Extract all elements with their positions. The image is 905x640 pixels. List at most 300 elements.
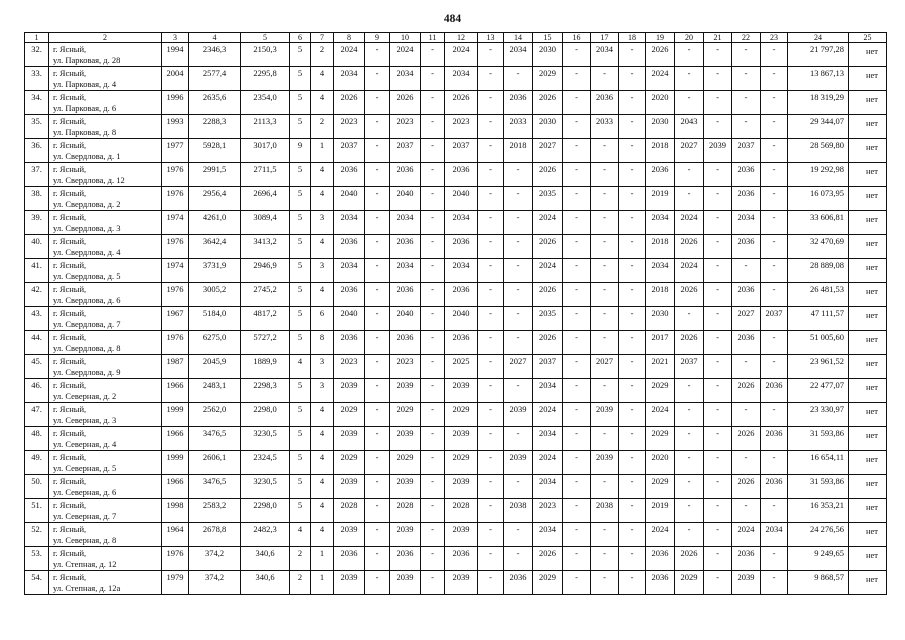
cell-col-17: 2027: [591, 355, 619, 379]
cell-col-20: -: [675, 91, 704, 115]
table-row: [25, 235, 887, 259]
cell-col-23: -: [761, 139, 788, 163]
cell-col-16: -: [563, 355, 591, 379]
address-cell: [49, 163, 162, 187]
cell-col-19: 2036: [646, 571, 675, 595]
header-col-1: 1: [25, 33, 49, 43]
cell-col-13: -: [478, 307, 504, 331]
cell-col-25: нет: [849, 547, 887, 571]
address-line-1: г. Ясный,: [53, 188, 87, 198]
cell-col-7: 4: [311, 187, 334, 211]
cell-col-24: 13 867,13: [788, 67, 849, 91]
cell-col-10: 2026: [390, 91, 421, 115]
cell-col-5: 2696,4: [241, 187, 290, 211]
cell-col-4: 4261,0: [189, 211, 241, 235]
cell-col-5: 2482,3: [241, 523, 290, 547]
cell-col-24: 31 593,86: [788, 475, 849, 499]
cell-col-3: 1976: [162, 163, 189, 187]
header-col-19: 19: [646, 33, 675, 43]
cell-col-19: 2029: [646, 427, 675, 451]
cell-col-14: 2039: [504, 403, 533, 427]
cell-col-4: 2583,2: [189, 499, 241, 523]
cell-col-20: -: [675, 427, 704, 451]
cell-col-7: 4: [311, 403, 334, 427]
page-number: 484: [443, 13, 462, 25]
cell-col-13: -: [478, 235, 504, 259]
cell-col-16: -: [563, 259, 591, 283]
cell-col-12: 2039: [445, 571, 478, 595]
address-cell: [49, 331, 162, 355]
cell-col-23: -: [761, 331, 788, 355]
cell-col-22: 2026: [732, 379, 761, 403]
cell-col-12: 2039: [445, 379, 478, 403]
header-col-8: 8: [334, 33, 365, 43]
cell-col-23: -: [761, 259, 788, 283]
cell-col-8: 2029: [334, 403, 365, 427]
cell-col-21: -: [704, 235, 732, 259]
cell-col-20: -: [675, 499, 704, 523]
cell-col-7: 2: [311, 43, 334, 67]
cell-col-15: 2023: [533, 499, 563, 523]
address-line-1: г. Ясный,: [53, 92, 87, 102]
cell-col-15: 2034: [533, 427, 563, 451]
cell-col-15: 2027: [533, 139, 563, 163]
cell-col-17: -: [591, 67, 619, 91]
row-number-cell: 47.: [25, 403, 49, 427]
cell-col-11: -: [421, 499, 445, 523]
cell-col-6: 5: [290, 91, 311, 115]
cell-col-12: 2025: [445, 355, 478, 379]
cell-col-18: -: [619, 571, 646, 595]
address-line-1: г. Ясный,: [53, 428, 87, 438]
header-col-9: 9: [365, 33, 390, 43]
cell-col-25: нет: [849, 355, 887, 379]
cell-col-5: 1889,9: [241, 355, 290, 379]
cell-col-21: -: [704, 499, 732, 523]
cell-col-5: 2298,0: [241, 499, 290, 523]
cell-col-11: -: [421, 547, 445, 571]
cell-col-18: -: [619, 211, 646, 235]
cell-col-25: нет: [849, 379, 887, 403]
cell-col-5: 5727,2: [241, 331, 290, 355]
cell-col-17: -: [591, 235, 619, 259]
address-line-1: г. Ясный,: [53, 332, 87, 342]
address-line-2: ул. Северная, д. 8: [53, 535, 117, 545]
table-row: [25, 139, 887, 163]
cell-col-4: 6275,0: [189, 331, 241, 355]
cell-col-6: 5: [290, 259, 311, 283]
cell-col-12: 2036: [445, 283, 478, 307]
cell-col-14: -: [504, 307, 533, 331]
cell-col-12: 2036: [445, 235, 478, 259]
address-line-1: г. Ясный,: [53, 308, 87, 318]
cell-col-19: 2034: [646, 211, 675, 235]
cell-col-21: -: [704, 523, 732, 547]
cell-col-14: -: [504, 331, 533, 355]
cell-col-6: 5: [290, 115, 311, 139]
cell-col-17: -: [591, 571, 619, 595]
address-line-1: г. Ясный,: [53, 572, 87, 582]
cell-col-10: 2040: [390, 187, 421, 211]
address-cell: [49, 211, 162, 235]
cell-col-18: -: [619, 547, 646, 571]
table-row: [25, 547, 887, 571]
cell-col-10: 2034: [390, 211, 421, 235]
cell-col-10: 2037: [390, 139, 421, 163]
cell-col-4: 3476,5: [189, 427, 241, 451]
table-row: [25, 451, 887, 475]
cell-col-16: -: [563, 331, 591, 355]
address-line-2: ул. Северная, д. 3: [53, 415, 117, 425]
cell-col-16: -: [563, 67, 591, 91]
header-col-14: 14: [504, 33, 533, 43]
cell-col-20: 2024: [675, 211, 704, 235]
cell-col-23: 2036: [761, 475, 788, 499]
cell-col-23: -: [761, 283, 788, 307]
row-number-cell: 35.: [25, 115, 49, 139]
cell-col-3: 1979: [162, 571, 189, 595]
cell-col-13: -: [478, 91, 504, 115]
cell-col-17: -: [591, 379, 619, 403]
cell-col-19: 2024: [646, 523, 675, 547]
address-line-2: ул. Свердлова, д. 2: [53, 199, 121, 209]
address-line-2: ул. Северная, д. 7: [53, 511, 117, 521]
cell-col-3: 1977: [162, 139, 189, 163]
cell-col-17: -: [591, 283, 619, 307]
cell-col-14: -: [504, 523, 533, 547]
address-cell: [49, 523, 162, 547]
cell-col-12: 2029: [445, 403, 478, 427]
table-row: [25, 259, 887, 283]
cell-col-22: 2034: [732, 211, 761, 235]
header-col-12: 12: [445, 33, 478, 43]
cell-col-24: 24 276,56: [788, 523, 849, 547]
header-col-15: 15: [533, 33, 563, 43]
cell-col-25: нет: [849, 403, 887, 427]
cell-col-6: 5: [290, 187, 311, 211]
cell-col-9: -: [365, 331, 390, 355]
cell-col-8: 2039: [334, 571, 365, 595]
cell-col-7: 4: [311, 499, 334, 523]
cell-col-16: -: [563, 547, 591, 571]
cell-col-13: -: [478, 427, 504, 451]
cell-col-16: -: [563, 307, 591, 331]
cell-col-8: 2036: [334, 547, 365, 571]
cell-col-22: -: [732, 403, 761, 427]
cell-col-9: -: [365, 211, 390, 235]
data-table: [24, 32, 887, 595]
cell-col-15: 2024: [533, 403, 563, 427]
table-row: [25, 379, 887, 403]
cell-col-18: -: [619, 379, 646, 403]
cell-col-3: 1976: [162, 331, 189, 355]
cell-col-15: 2034: [533, 475, 563, 499]
cell-col-24: 9 249,65: [788, 547, 849, 571]
cell-col-22: 2027: [732, 307, 761, 331]
cell-col-3: 1966: [162, 427, 189, 451]
cell-col-3: 1999: [162, 451, 189, 475]
cell-col-8: 2024: [334, 43, 365, 67]
cell-col-15: 2024: [533, 211, 563, 235]
cell-col-24: 21 797,28: [788, 43, 849, 67]
row-number-cell: 49.: [25, 451, 49, 475]
cell-col-23: -: [761, 235, 788, 259]
cell-col-20: -: [675, 187, 704, 211]
cell-col-7: 4: [311, 523, 334, 547]
cell-col-18: -: [619, 355, 646, 379]
row-number-cell: 43.: [25, 307, 49, 331]
cell-col-4: 374,2: [189, 547, 241, 571]
cell-col-3: 1999: [162, 403, 189, 427]
header-col-13: 13: [478, 33, 504, 43]
table-row: [25, 403, 887, 427]
cell-col-14: -: [504, 211, 533, 235]
cell-col-8: 2040: [334, 187, 365, 211]
cell-col-13: -: [478, 379, 504, 403]
cell-col-14: -: [504, 67, 533, 91]
cell-col-8: 2036: [334, 331, 365, 355]
cell-col-4: 3005,2: [189, 283, 241, 307]
cell-col-6: 5: [290, 307, 311, 331]
address-line-1: г. Ясный,: [53, 356, 87, 366]
cell-col-17: -: [591, 547, 619, 571]
cell-col-3: 1966: [162, 379, 189, 403]
cell-col-11: -: [421, 475, 445, 499]
cell-col-6: 9: [290, 139, 311, 163]
cell-col-22: 2036: [732, 547, 761, 571]
table-row: [25, 163, 887, 187]
cell-col-12: 2036: [445, 163, 478, 187]
cell-col-25: нет: [849, 211, 887, 235]
cell-col-13: -: [478, 403, 504, 427]
cell-col-6: 5: [290, 163, 311, 187]
header-col-2: 2: [49, 33, 162, 43]
cell-col-25: нет: [849, 427, 887, 451]
cell-col-10: 2040: [390, 307, 421, 331]
cell-col-23: -: [761, 115, 788, 139]
cell-col-4: 3731,9: [189, 259, 241, 283]
cell-col-24: 16 654,11: [788, 451, 849, 475]
cell-col-13: -: [478, 139, 504, 163]
cell-col-7: 1: [311, 139, 334, 163]
cell-col-14: -: [504, 475, 533, 499]
table-row: [25, 283, 887, 307]
cell-col-7: 4: [311, 283, 334, 307]
cell-col-8: 2034: [334, 211, 365, 235]
address-cell: [49, 67, 162, 91]
cell-col-17: -: [591, 259, 619, 283]
cell-col-7: 4: [311, 67, 334, 91]
cell-col-18: -: [619, 139, 646, 163]
cell-col-22: 2026: [732, 475, 761, 499]
cell-col-22: 2026: [732, 427, 761, 451]
cell-col-21: -: [704, 307, 732, 331]
cell-col-5: 3089,4: [241, 211, 290, 235]
cell-col-9: -: [365, 259, 390, 283]
address-line-2: ул. Свердлова, д. 3: [53, 223, 121, 233]
cell-col-22: -: [732, 67, 761, 91]
cell-col-6: 5: [290, 475, 311, 499]
table-row: [25, 355, 887, 379]
cell-col-10: 2036: [390, 547, 421, 571]
cell-col-15: 2026: [533, 91, 563, 115]
row-number-cell: 37.: [25, 163, 49, 187]
cell-col-11: -: [421, 427, 445, 451]
cell-col-21: -: [704, 283, 732, 307]
cell-col-9: -: [365, 451, 390, 475]
address-cell: [49, 451, 162, 475]
cell-col-23: -: [761, 355, 788, 379]
cell-col-24: 29 344,07: [788, 115, 849, 139]
cell-col-23: 2037: [761, 307, 788, 331]
table-row: [25, 331, 887, 355]
cell-col-8: 2039: [334, 475, 365, 499]
cell-col-11: -: [421, 451, 445, 475]
cell-col-4: 2483,1: [189, 379, 241, 403]
address-line-2: ул. Свердлова, д. 1: [53, 151, 121, 161]
cell-col-20: -: [675, 163, 704, 187]
cell-col-17: -: [591, 331, 619, 355]
cell-col-5: 3413,2: [241, 235, 290, 259]
cell-col-3: 1964: [162, 523, 189, 547]
cell-col-4: 2635,6: [189, 91, 241, 115]
cell-col-14: 2033: [504, 115, 533, 139]
cell-col-19: 2026: [646, 43, 675, 67]
address-line-1: г. Ясный,: [53, 236, 87, 246]
cell-col-16: -: [563, 523, 591, 547]
cell-col-24: 22 477,07: [788, 379, 849, 403]
cell-col-19: 2024: [646, 67, 675, 91]
cell-col-4: 2288,3: [189, 115, 241, 139]
cell-col-24: 33 606,81: [788, 211, 849, 235]
cell-col-4: 374,2: [189, 571, 241, 595]
cell-col-25: нет: [849, 235, 887, 259]
cell-col-24: 31 593,86: [788, 427, 849, 451]
cell-col-18: -: [619, 523, 646, 547]
cell-col-5: 3230,5: [241, 475, 290, 499]
table-row: [25, 67, 887, 91]
cell-col-20: 2027: [675, 139, 704, 163]
cell-col-19: 2021: [646, 355, 675, 379]
cell-col-15: 2035: [533, 307, 563, 331]
cell-col-12: 2026: [445, 91, 478, 115]
cell-col-7: 4: [311, 91, 334, 115]
cell-col-16: -: [563, 235, 591, 259]
address-line-1: г. Ясный,: [53, 548, 87, 558]
cell-col-14: 2018: [504, 139, 533, 163]
row-number-cell: 40.: [25, 235, 49, 259]
cell-col-20: 2024: [675, 259, 704, 283]
cell-col-23: 2036: [761, 427, 788, 451]
cell-col-16: -: [563, 427, 591, 451]
cell-col-14: 2027: [504, 355, 533, 379]
cell-col-21: -: [704, 547, 732, 571]
cell-col-25: нет: [849, 139, 887, 163]
cell-col-17: -: [591, 307, 619, 331]
header-col-10: 10: [390, 33, 421, 43]
cell-col-7: 2: [311, 115, 334, 139]
cell-col-9: -: [365, 115, 390, 139]
cell-col-23: -: [761, 499, 788, 523]
cell-col-9: -: [365, 67, 390, 91]
cell-col-13: -: [478, 67, 504, 91]
cell-col-20: 2037: [675, 355, 704, 379]
cell-col-7: 3: [311, 211, 334, 235]
cell-col-14: 2036: [504, 571, 533, 595]
cell-col-25: нет: [849, 475, 887, 499]
cell-col-16: -: [563, 571, 591, 595]
cell-col-15: 2037: [533, 355, 563, 379]
cell-col-17: 2036: [591, 91, 619, 115]
cell-col-11: -: [421, 91, 445, 115]
address-line-2: ул. Северная, д. 6: [53, 487, 117, 497]
address-line-1: г. Ясный,: [53, 476, 87, 486]
table-header: [25, 33, 887, 43]
cell-col-19: 2019: [646, 499, 675, 523]
cell-col-8: 2039: [334, 523, 365, 547]
cell-col-4: 2577,4: [189, 67, 241, 91]
cell-col-6: 5: [290, 211, 311, 235]
cell-col-10: 2029: [390, 403, 421, 427]
header-col-16: 16: [563, 33, 591, 43]
address-line-1: г. Ясный,: [53, 380, 87, 390]
cell-col-21: -: [704, 187, 732, 211]
cell-col-19: 2029: [646, 379, 675, 403]
cell-col-19: 2030: [646, 307, 675, 331]
cell-col-21: -: [704, 451, 732, 475]
cell-col-8: 2040: [334, 307, 365, 331]
cell-col-16: -: [563, 211, 591, 235]
cell-col-19: 2020: [646, 451, 675, 475]
cell-col-15: 2029: [533, 67, 563, 91]
cell-col-4: 3642,4: [189, 235, 241, 259]
cell-col-5: 2298,3: [241, 379, 290, 403]
cell-col-24: 51 005,60: [788, 331, 849, 355]
cell-col-18: -: [619, 235, 646, 259]
cell-col-24: 19 292,98: [788, 163, 849, 187]
cell-col-23: -: [761, 43, 788, 67]
cell-col-12: 2029: [445, 451, 478, 475]
cell-col-8: 2029: [334, 451, 365, 475]
cell-col-10: 2036: [390, 163, 421, 187]
table-row: [25, 187, 887, 211]
cell-col-16: -: [563, 91, 591, 115]
row-number-cell: 50.: [25, 475, 49, 499]
address-line-1: г. Ясный,: [53, 260, 87, 270]
address-line-2: ул. Парковая, д. 4: [53, 79, 117, 89]
cell-col-8: 2023: [334, 115, 365, 139]
cell-col-20: 2043: [675, 115, 704, 139]
cell-col-12: 2034: [445, 67, 478, 91]
cell-col-10: 2039: [390, 523, 421, 547]
cell-col-23: -: [761, 67, 788, 91]
cell-col-20: -: [675, 67, 704, 91]
cell-col-11: -: [421, 523, 445, 547]
cell-col-25: нет: [849, 571, 887, 595]
cell-col-9: -: [365, 355, 390, 379]
cell-col-18: -: [619, 283, 646, 307]
table-row: [25, 475, 887, 499]
cell-col-16: -: [563, 115, 591, 139]
cell-col-18: -: [619, 259, 646, 283]
address-line-2: ул. Северная, д. 2: [53, 391, 117, 401]
cell-col-9: -: [365, 91, 390, 115]
cell-col-21: -: [704, 67, 732, 91]
cell-col-7: 4: [311, 163, 334, 187]
cell-col-15: 2034: [533, 379, 563, 403]
address-line-2: ул. Северная, д. 5: [53, 463, 117, 473]
cell-col-25: нет: [849, 523, 887, 547]
